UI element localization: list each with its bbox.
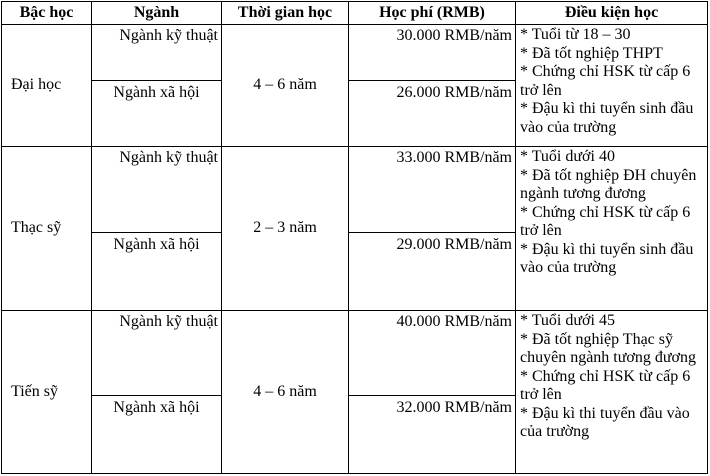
requirement-item: * Tuổi từ 18 – 30 <box>520 26 631 43</box>
duration-cell: 4 – 6 năm <box>221 24 349 147</box>
requirement-item: * Chứng chỉ HSK từ cấp 6 trở lên <box>520 367 691 403</box>
field-cell: Ngành xã hội <box>91 232 222 311</box>
requirement-item: * Đậu kì thi tuyển đầu vào của trường <box>520 404 690 440</box>
duration-cell: 4 – 6 năm <box>221 310 349 474</box>
duration-cell: 2 – 3 năm <box>221 146 349 311</box>
requirements-cell <box>515 310 708 474</box>
requirement-item: * Đậu kì thi tuyển sinh đầu vào của trường <box>520 100 694 136</box>
requirement-item: * Đã tốt nghiệp ĐH chuyên ngành tương đương <box>520 166 697 202</box>
header-requirements: Điều kiện học <box>515 1 708 25</box>
requirement-item: * Chứng chỉ HSK từ cấp 6 trở lên <box>520 203 691 239</box>
header-fee: Học phí (RMB) <box>348 1 516 25</box>
requirements-cell <box>515 146 708 311</box>
requirement-item: * Đậu kì thi tuyển sinh đầu vào của trường <box>520 240 694 276</box>
field-cell: Ngành kỹ thuật <box>91 24 222 81</box>
fee-cell: 29.000 RMB/năm <box>348 232 516 311</box>
header-duration: Thời gian học <box>221 1 349 25</box>
level-cell: Đại học <box>1 24 92 147</box>
fee-cell: 30.000 RMB/năm <box>348 24 516 81</box>
fee-cell: 26.000 RMB/năm <box>348 80 516 147</box>
requirement-item: * Tuổi dưới 45 <box>520 312 615 329</box>
tuition-table <box>1 1 708 474</box>
requirement-item: * Đã tốt nghiệp THPT <box>520 44 663 62</box>
field-cell: Ngành kỹ thuật <box>91 146 222 233</box>
header-level: Bậc học <box>1 1 92 25</box>
level-cell: Thạc sỹ <box>1 146 92 311</box>
level-cell: Tiến sỹ <box>1 310 92 474</box>
fee-cell: 32.000 RMB/năm <box>348 395 516 474</box>
requirement-item: * Tuổi dưới 40 <box>520 148 615 165</box>
fee-cell: 33.000 RMB/năm <box>348 146 516 233</box>
header-field: Ngành <box>91 1 222 25</box>
field-cell: Ngành xã hội <box>91 395 222 474</box>
requirements-cell <box>515 24 708 147</box>
requirement-item: * Đã tốt nghiệp Thạc sỹ chuyên ngành tương đương <box>520 330 697 366</box>
requirement-item: * Chứng chỉ HSK từ cấp 6 trở lên <box>520 63 691 99</box>
fee-cell: 40.000 RMB/năm <box>348 310 516 396</box>
field-cell: Ngành kỹ thuật <box>91 310 222 396</box>
field-cell: Ngành xã hội <box>91 80 222 147</box>
